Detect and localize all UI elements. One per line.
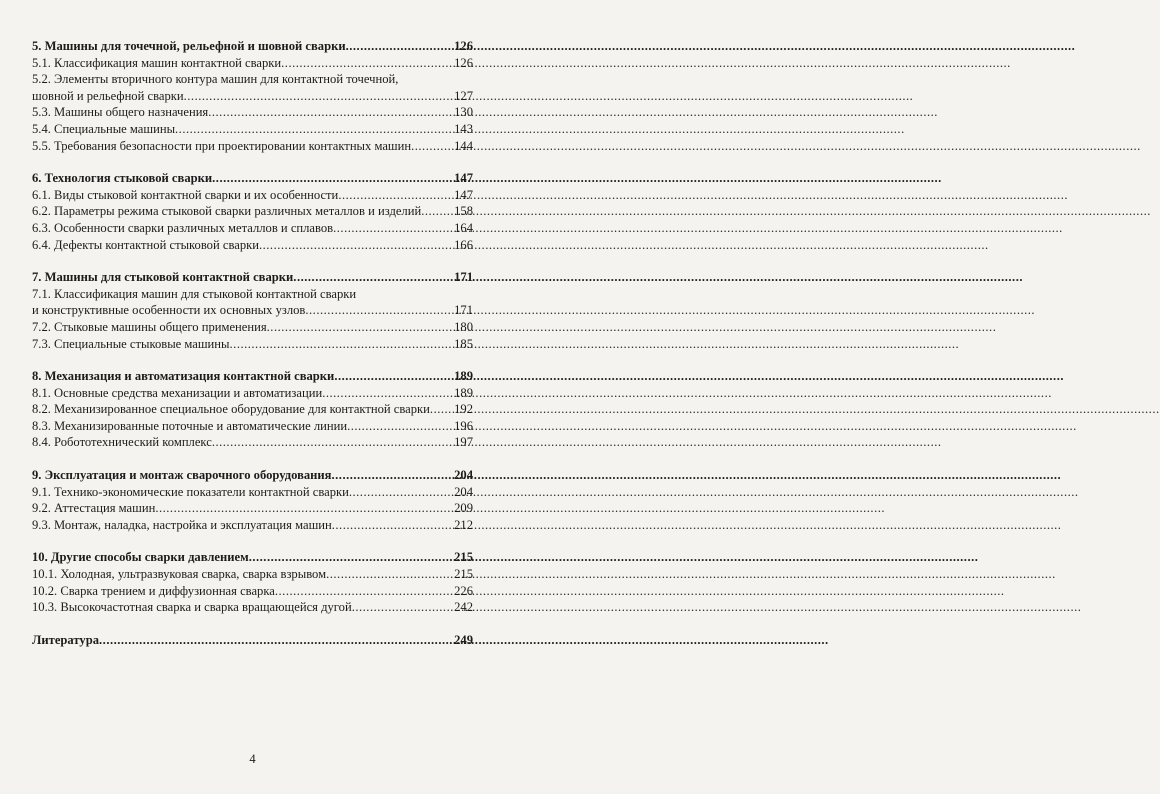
toc-entry[interactable] [32,319,473,336]
entry-title: 8.1. Основные средства механизации и автоматизации [32,385,323,400]
entry-page-number: 226 [454,583,473,598]
entry-title-line: 7.1. Классификация машин для стыковой контактной сварки [32,286,357,301]
leader-dots [259,237,453,254]
chapter-page-number: 126 [454,39,473,53]
chapter-5 [32,38,473,154]
toc-entry[interactable] [32,138,473,155]
entry-page-number: 209 [454,501,473,516]
chapter-page-number: 147 [454,171,473,186]
entry-title: 8.2. Механизированное специальное оборудование для контактной сварки [32,402,430,417]
chapter-7 [32,269,473,352]
chapter-page-number: 171 [454,270,473,285]
toc-entry[interactable] [32,336,473,353]
leader-dots [349,484,453,501]
leader-dots [332,467,454,484]
toc-entry[interactable] [32,104,473,121]
entry-title: 7.2. Стыковые машины общего применения [32,319,267,334]
toc-entry[interactable] [32,418,473,435]
leader-dots [175,121,453,138]
leader-dots [212,434,453,451]
entry-page-number: 166 [454,237,473,252]
leader-dots [332,517,453,534]
leader-dots [352,599,453,616]
entry-page-number: 180 [454,319,473,334]
toc-entry[interactable] [32,286,473,319]
entry-page-number: 192 [454,402,473,417]
entry-page-number: 126 [454,55,473,70]
leader-dots [333,220,453,237]
entry-title: 5.5. Требования безопасности при проектировании контактных машин [32,138,412,153]
entry-title: 9.2. Аттестация машин [32,501,156,516]
entry-page-number: 127 [454,88,473,103]
chapter-page-number: 249 [454,632,473,647]
leader-dots [338,187,453,204]
toc-entry[interactable] [32,599,473,616]
entry-page-number: 164 [454,220,473,235]
entry-title: 9.3. Монтаж, наладка, настройка и эксплуатация машин [32,517,332,532]
chapter-title-text: 7. Машины для стыковой контактной сварки [32,270,294,285]
chapter-10 [32,549,473,615]
leader-dots [411,138,453,155]
entry-title: 10.3. Высокочастотная сварка и сварка вращающейся дугой [32,600,352,615]
table-of-contents [32,38,473,664]
leader-dots [184,88,453,105]
leader-dots [267,319,453,336]
leader-dots [421,203,453,220]
toc-entry[interactable] [32,484,473,501]
entry-page-number: 143 [454,121,473,136]
toc-entry[interactable] [32,434,473,451]
chapter-title-text: 10. Другие способы сварки давлением [32,550,249,565]
toc-entry[interactable] [32,55,473,72]
toc-entry[interactable] [32,385,473,402]
toc-entry[interactable] [32,203,473,220]
chapter-title-text: Литература [32,632,100,647]
page-number: 4 [249,752,256,766]
leader-dots [249,549,453,566]
toc-entry[interactable] [32,220,473,237]
chapter-title[interactable] [32,269,473,286]
entry-title: 5.1. Классификация машин контактной сварки [32,55,282,70]
entry-title: 6.1. Виды стыковой контактной сварки и их особенности [32,187,339,202]
entry-page-number: 189 [454,385,473,400]
leader-dots [275,583,453,600]
chapter-title[interactable] [32,368,473,385]
entry-page-number: 197 [454,435,473,450]
chapter-8 [32,368,473,451]
leader-dots [334,368,453,385]
chapter-title[interactable] [32,632,473,649]
entry-title: 8.3. Механизированные поточные и автоматические линии [32,418,348,433]
chapter-title[interactable] [32,467,473,484]
leader-dots [430,401,453,418]
bibliography [32,632,473,649]
entry-page-number: 204 [454,484,473,499]
leader-dots [347,418,453,435]
leader-dots [281,55,453,72]
entry-page-number: 130 [454,105,473,120]
entry-title: 9.1. Технико-экономические показатели контактной сварки [32,484,349,499]
entry-title: 5.3. Машины общего назначения [32,105,209,120]
chapter-page-number: 189 [454,369,473,384]
entry-title: 5.4. Специальные машины [32,121,176,136]
toc-entry[interactable] [32,121,473,138]
leader-dots [230,336,454,353]
chapter-title-text: 6. Технология стыковой сварки [32,171,213,186]
entry-page-number: 171 [454,303,473,318]
chapter-page-number: 215 [454,550,473,565]
toc-entry[interactable] [32,566,473,583]
toc-entry[interactable] [32,187,473,204]
toc-entry[interactable] [32,583,473,600]
chapter-title-text: 8. Механизация и автоматизация контактной сварки [32,369,335,384]
leader-dots [305,302,453,319]
chapter-title-text: 5. Машины для точечной, рельефной и шовной сварки [32,39,346,53]
leader-dots [326,566,453,583]
entry-page-number: 147 [454,187,473,202]
entry-title-line: 5.2. Элементы вторичного контура машин для контактной точечной, [32,72,399,87]
entry-title-line: шовной и рельефной сварки [32,88,184,103]
entry-title: 6.3. Особенности сварки различных металлов и сплавов [32,220,334,235]
toc-entry[interactable] [32,237,473,254]
leader-dots [208,104,453,121]
toc-entry[interactable] [32,517,473,534]
entry-title: 6.2. Параметры режима стыковой сварки различных металлов и изделий [32,204,422,219]
entry-page-number: 242 [454,600,473,615]
chapter-9 [32,467,473,533]
entry-page-number: 144 [454,138,473,153]
entry-title: 7.3. Специальные стыковые машины [32,336,230,351]
leader-dots [212,170,453,187]
entry-page-number: 185 [454,336,473,351]
toc-entry[interactable] [32,500,473,517]
entry-title: 10.2. Сварка трением и диффузионная сварка [32,583,275,598]
entry-page-number: 158 [454,204,473,219]
leader-dots [293,269,453,286]
entry-page-number: 212 [454,517,473,532]
entry-title: 8.4. Робототехнический комплекс [32,435,212,450]
chapter-title[interactable] [32,38,473,55]
entry-page-number: 215 [454,567,473,582]
leader-dots [322,385,453,402]
toc-entry[interactable] [32,71,473,104]
toc-entry[interactable] [32,401,473,418]
chapter-title[interactable] [32,170,473,187]
chapter-title-text: 9. Эксплуатация и монтаж сварочного оборудования [32,468,332,483]
leader-dots [346,38,454,55]
entry-title: 6.4. Дефекты контактной стыковой сварки [32,237,259,252]
leader-dots [99,632,453,649]
entry-title-line: и конструктивные особенности их основных узлов [32,303,306,318]
leader-dots [155,500,453,517]
entry-title: 10.1. Холодная, ультразвуковая сварка, сварка взрывом [32,567,327,582]
chapter-page-number: 204 [454,468,473,483]
chapter-6 [32,170,473,253]
entry-page-number: 196 [454,418,473,433]
chapter-title[interactable] [32,549,473,566]
